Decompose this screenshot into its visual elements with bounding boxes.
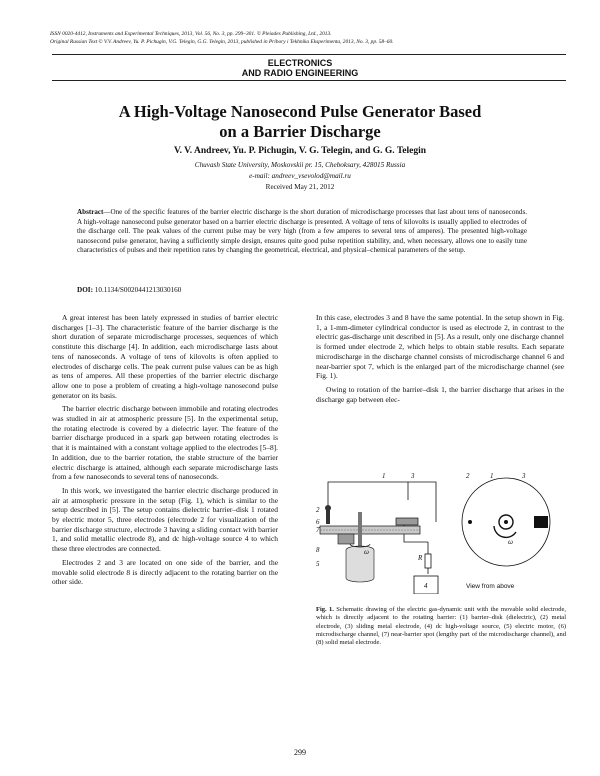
view-from-above-label: View from above — [466, 583, 515, 590]
fig-label: ω — [508, 538, 513, 546]
resistor — [425, 554, 431, 568]
section-line-1: ELECTRONICS — [267, 58, 333, 68]
doi-link[interactable]: 10.1134/S0020441213030160 — [94, 286, 182, 294]
abstract-label: Abstract — [77, 208, 104, 216]
section-rule — [52, 80, 566, 81]
body-left-column — [52, 313, 278, 591]
fig-label: ω — [364, 548, 369, 556]
fig-label: 8 — [316, 546, 320, 554]
paragraph: In this case, electrodes 3 and 8 have the same potential. In the setup shown in Fig. 1, a 1-mm-dimeter cylindrical conductor is used as electrode 2, in contrast to the electric gas-discharge unit described in [5]. As a result, only one discharge channel is formed under electrode 2, which helps to obtain stable results. Each separate microdischarge in the discharge channel consists of microdischarge channel 6 and near-barrier spot 7, which is the enlarged part of the microdischarge channel (see Fig. 1). — [316, 313, 564, 381]
figure-caption — [316, 606, 566, 647]
paragraph: A great interest has been lately expressed in studies of barrier electric discharges [1–3]. The characteristic feature of the barrier discharge is the short duration of separate microdischarge processes, sequences of which constitute this discharge [4]. In addition, each microdischarge lasts about tens of nanoseconds. A voltage of tens of kilovolts is often applied to electrodes of discharge cells. The peak current pulse values can be as high as tens of amperes. All these properties of the barrier electric discharge allow one to pose a problem of creating a high-voltage nanosecond pulse generator on its basis. — [52, 313, 278, 400]
fig-label: 6 — [316, 518, 320, 526]
section-line-2: AND RADIO ENGINEERING — [241, 68, 359, 78]
title-line-1: A High-Voltage Nanosecond Pulse Generator Based — [118, 102, 482, 121]
motor-body — [346, 550, 374, 582]
header-line-2: Original Russian Text © V.V. Andreev, Yu. P. Pichugin, V.G. Telegin, G.G. Telegin, 2013, published in Pribory i Tekhnika Eksperimenta, 2013, No. 3, pp. 58–60. — [50, 39, 394, 45]
fig-label: 1 — [490, 472, 494, 480]
fig-label: 2 — [466, 472, 470, 480]
received-date: Received May 21, 2012 — [265, 183, 335, 191]
email: e-mail: andreev_vsevolod@mail.ru — [249, 172, 351, 180]
fig-label: R — [418, 554, 423, 562]
fig-label: 5 — [316, 560, 320, 568]
header-line-1: ISSN 0020-4412, Instruments and Experimental Techniques, 2013, Vol. 56, No. 3, pp. 299–301. © Pleiades Publishing, Ltd., 2013. — [50, 31, 332, 37]
fig-label: 1 — [382, 472, 386, 480]
fig-label: 7 — [316, 526, 320, 534]
journal-header — [50, 30, 570, 46]
abstract-text: —One of the specific features of the barrier electric discharge is the short duration of microdischarge processes that last about tens of nanoseconds. A high-voltage nanosecond pulse generator based on a barrier electric discharge is presented. A voltage of tens of kilovolts is usually applied to electrodes of the discharge cell. The peak values of the current pulse may be very high (from a few amperes to several tens of amperes). The presented high-voltage nanosecond pulse generator, having a sufficiently simple design, ensures quite good pulse repetition stability, and, when necessary, allows one to easily tune characteristics of pulses and their repetition rates by changing the geometrical, electrical, and physical–chemical parameters of the setup. — [77, 208, 527, 254]
title-line-2: on a Barrier Discharge — [219, 122, 381, 141]
doi — [77, 286, 181, 294]
figure-1-schematic — [316, 468, 566, 594]
fig-label: 3 — [522, 472, 526, 480]
sliding-electrode — [396, 518, 418, 525]
page-number: 299 — [294, 748, 306, 757]
section-heading — [0, 58, 600, 78]
doi-label: DOI: — [77, 286, 93, 294]
caption-text: Schematic drawing of the electric gas-dynamic unit with the movable solid electrode, which is directly adjacent to the rotating barrier: (1) barrier–disk (dielectric), (2) metal electrode, (3) sliding metal electrode, (4) dc high-voltage source, (5) electric motor, (6) microdischarge channel, (7) near-barrier spot (lengthy part of the microdischarge channel), and (8) solid metal electrode. — [316, 606, 566, 647]
paragraph: Owing to rotation of the barrier–disk 1, the barrier discharge that arises in the discharge gap between elec- — [316, 384, 564, 404]
paragraph: The barrier electric discharge between immobile and rotating electrodes was studied in air at atmospheric pressure [5]. In the experimental setup, the rotating electrode is covered by a dielectric layer. The feature of the barrier discharge produced in a spark gap between rotating electrodes is that it is maintained with a constant voltage applied to the electrodes [5–8]. In addition, due to the barrier rotation, the stable structure of the barrier electric discharge is attained, although each separate microdischarge lasts from a few nanoseconds to several tens of nanoseconds. — [52, 404, 278, 482]
paragraph: Electrodes 2 and 3 are located on one side of the barrier, and the movable solid electrode 8 is directly adjacent to the rotating barrier on the other side. — [52, 557, 278, 587]
top-rule — [52, 54, 566, 55]
authors: V. V. Andreev, Yu. P. Pichugin, V. G. Telegin, and G. G. Telegin — [173, 146, 427, 156]
shaft — [358, 512, 362, 546]
solid-electrode — [338, 534, 354, 544]
affiliation: Chuvash State University, Moskovskii pr. 15, Cheboksary, 428015 Russia — [194, 161, 406, 169]
fig-label: 3 — [411, 472, 415, 480]
paragraph: In this work, we investigated the barrier electric discharge produced in air at atmospheric pressure in the setup (Fig. 1), which is similar to the setup described in [5]. The setup contains dielectric barrier–disk 1 rotated by electric motor 5, three electrodes (electrode 2 for visualization of the barrier discharge structure, electrode 3 having a sliding contact with barrier 1, and solid metallic electrode 8), and dc high-voltage source 4 to which these three electrodes are connected. — [52, 485, 278, 554]
fig-label: 2 — [316, 506, 320, 514]
body-right-column — [316, 313, 564, 408]
fig-label: 4 — [424, 582, 428, 590]
caption-label: Fig. 1. — [316, 606, 334, 613]
paper-title — [0, 102, 600, 142]
abstract — [77, 208, 527, 256]
